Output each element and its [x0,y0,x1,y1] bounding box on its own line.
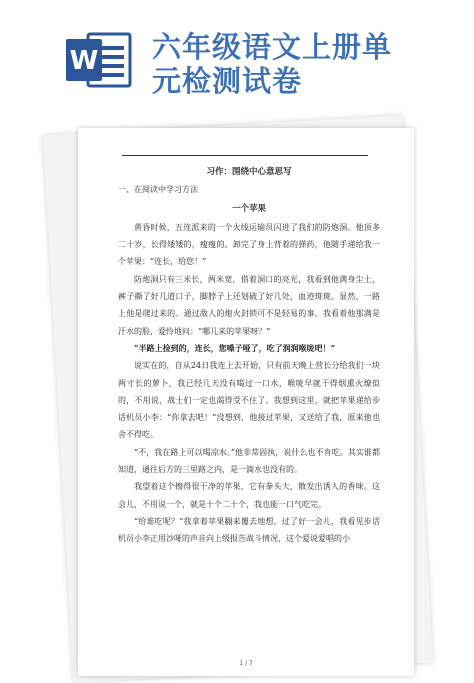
section-title: 一、在阅读中学习方法 [118,185,198,195]
paragraph-1: 黄昏时候，五连派来的一个火线运输员闪进了我们的防炮洞。他顶多二十岁，长得矮矮的，瘦瘦的。卸完了身上背着的弹药，他随手递给我一个苹果：“连长，给您！” [118,222,380,267]
svg-text:W: W [69,46,99,76]
word-document-icon [64,30,132,90]
document-content [118,164,380,548]
paragraph-4: 说实在的，自从24日我连上去开始，只有前天晚上营长分给我们一块两寸长的萝卜，我已经几天没有喝过一口水，喉咙早就干得烟熏火燎似的，不用说，战士们一定也渴得受不住了。我想到这里，就把苹果递给步话机员小李：“你拿去吧！”没想到，他接过苹果，又送给了我，原来他也舍不得吃。 [118,361,380,440]
document-page [78,128,414,676]
paragraph-7: “给谁吃呢？”我拿着苹果翻来覆去地想。过了好一会儿，我看见步话机员小李正用沙哑的声音向上级报告战斗情况，这个爱说爱唱的小 [118,516,380,544]
paragraph-2: 防炮洞只有三米长，两米宽，借着洞口的亮光，我看到他满身尘土，裤子撕了好几道口子，脚脖子上还划破了好几处，血迹斑斑。显然，一路上他是爬过来的。通过敌人的炮火封锁可不是轻易的事。我看着他那满是汗水的脸，爱怜地问：“哪儿来的苹果呀？” [118,274,380,336]
paragraph-6: 我望着这个擦得很干净的苹果，它有拳头大，散发出诱人的香味。这会儿，不用说一个，就是十个二十个，我也能一口气吃完。 [118,482,380,509]
banner-title [152,30,462,98]
header-rule [122,155,368,156]
paragraph-5: “不，我在路上可以喝凉水。”他非常固执，说什么也不肯吃。其实谁都知道，通往后方的三里路之内，是一滴水也没有的。 [118,447,380,475]
banner [0,0,474,118]
story-title: 一个苹果 [231,203,266,214]
page-number: 1 / 7 [239,660,253,667]
paragraph-3: “半路上捡到的，连长，您嗓子哑了，吃了润润喉咙吧！” [134,342,336,353]
banner-title-line-1: 六年级语文上册单 [152,30,393,64]
banner-title-line-2: 元检测试卷 [152,64,303,98]
document-heading: 习作：围绕中心意思写 [206,167,292,177]
